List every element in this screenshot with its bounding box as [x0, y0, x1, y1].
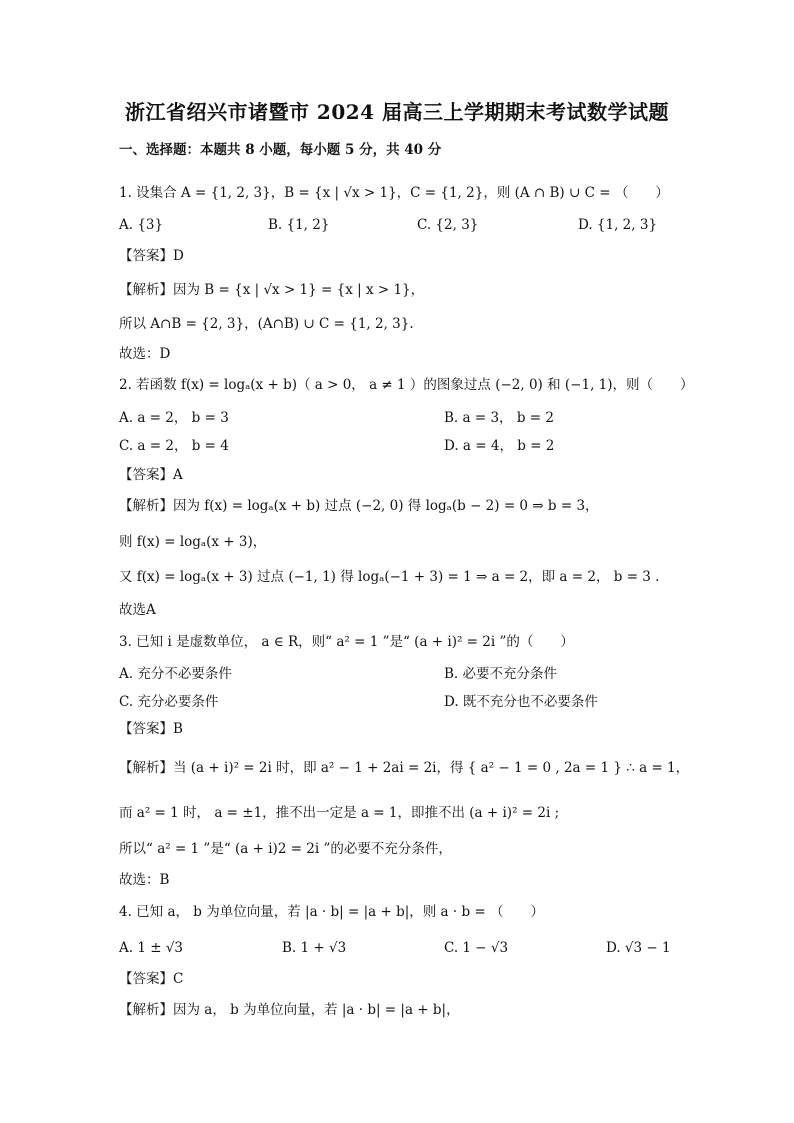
q3-analysis-line: 【解析】当 (a + i)² = 2i 时，即 a² − 1 + 2ai = 2i，得 { a² − 1 = 0 , 2a = 1 } ∴ a = 1，	[119, 760, 690, 776]
q1-analysis-line: 【解析】因为 B = {x | √x > 1} = {x | x > 1}，	[119, 282, 425, 298]
question-3-stem: 3. 已知 i 是虚数单位， a ∈ R，则“ a² = 1 ”是“ (a + i)² = 2i ”的（ ）	[119, 634, 574, 650]
q2-analysis-line: 又 f(x) = logₐ(x + 3) 过点 (−1, 1) 得 logₐ(−1 + 3) = 1 ⇒ a = 2，即 a = 2， b = 3 .	[119, 569, 660, 585]
q4-analysis-line: 【解析】因为 a， b 为单位向量，若 |a · b| = |a + b|，	[119, 1002, 460, 1018]
q1-option-b: B. {1, 2}	[268, 217, 330, 233]
q4-option-a: A. 1 ± √3	[119, 940, 184, 956]
page-title: 浙江省绍兴市诸暨市 2024 届高三上学期期末考试数学试题	[124, 100, 670, 124]
q2-analysis-line: 则 f(x) = logₐ(x + 3)，	[119, 534, 267, 550]
q2-analysis-line: 【解析】因为 f(x) = logₐ(x + b) 过点 (−2, 0) 得 logₐ(b − 2) = 0 ⇒ b = 3，	[119, 498, 599, 514]
q1-analysis-line: 所以 A∩B = {2, 3}，(A∩B) ∪ C = {1, 2, 3}.	[119, 316, 414, 332]
q2-option-a: A. a = 2， b = 3	[119, 410, 229, 426]
q3-option-a: A. 充分不必要条件	[119, 666, 232, 682]
q4-answer: 【答案】C	[119, 971, 184, 987]
q4-option-d: D. √3 − 1	[606, 940, 671, 956]
q1-answer: 【答案】D	[119, 248, 184, 264]
q3-analysis-line: 所以“ a² = 1 ”是“ (a + i)2 = 2i ”的必要不充分条件，	[119, 841, 452, 857]
q1-option-c: C. {2, 3}	[417, 217, 479, 233]
q1-option-a: A. {3}	[119, 217, 164, 233]
q3-option-b: B. 必要不充分条件	[444, 666, 558, 682]
q2-option-c: C. a = 2， b = 4	[119, 438, 229, 454]
q3-answer: 【答案】B	[119, 721, 183, 737]
q3-option-c: C. 充分必要条件	[119, 694, 219, 710]
q4-option-b: B. 1 + √3	[282, 940, 347, 956]
q3-analysis-line: 故选：B	[119, 872, 170, 888]
q3-option-d: D. 既不充分也不必要条件	[444, 694, 598, 710]
q2-option-d: D. a = 4， b = 2	[444, 438, 555, 454]
q2-analysis-line: 故选A	[119, 602, 156, 618]
section-heading: 一、选择题：本题共 8 小题，每小题 5 分，共 40 分	[119, 142, 442, 158]
q1-option-d: D. {1, 2, 3}	[578, 217, 658, 233]
q2-answer: 【答案】A	[119, 467, 183, 483]
question-4-stem: 4. 已知 a， b 为单位向量，若 |a · b| = |a + b|，则 a · b = （ ）	[119, 904, 545, 920]
q3-analysis-line: 而 a² = 1 时， a = ±1，推不出一定是 a = 1，即推不出 (a + i)² = 2i ;	[119, 805, 560, 821]
question-1-stem: 1. 设集合 A = {1, 2, 3}，B = {x | √x > 1}，C = {1, 2}，则 (A ∩ B) ∪ C = （ ）	[119, 185, 669, 201]
q2-option-b: B. a = 3， b = 2	[444, 410, 554, 426]
question-2-stem: 2. 若函数 f(x) = logₐ(x + b)（ a > 0， a ≠ 1 ）的图象过点 (−2, 0) 和 (−1, 1)，则（ ）	[119, 377, 694, 393]
q4-option-c: C. 1 − √3	[444, 940, 509, 956]
q1-analysis-line: 故选：D	[119, 346, 171, 362]
